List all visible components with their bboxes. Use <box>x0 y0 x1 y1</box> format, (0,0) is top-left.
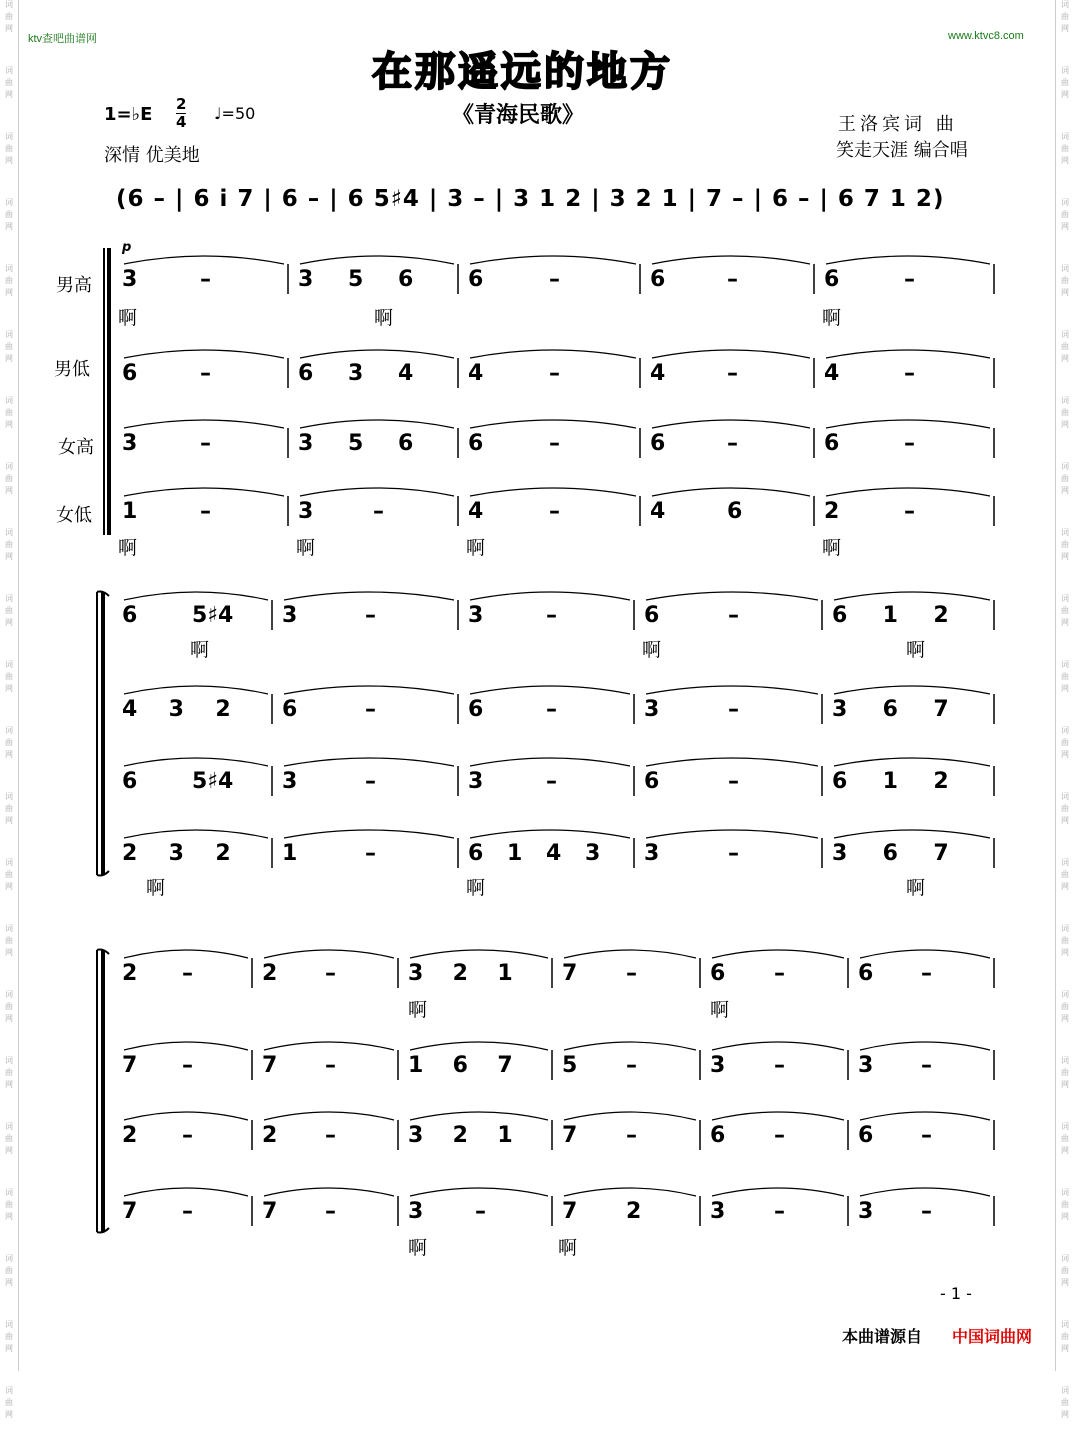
note: – <box>549 431 560 456</box>
slur <box>124 1188 248 1196</box>
slur <box>300 420 454 428</box>
note: 2 <box>122 961 138 986</box>
slur <box>860 1188 990 1196</box>
slur <box>470 592 630 600</box>
note: 6 <box>727 499 743 524</box>
slur <box>712 1042 844 1050</box>
note: 3 <box>282 769 298 794</box>
note: 2 <box>626 1199 642 1224</box>
lyric: 啊 <box>146 877 166 899</box>
note: – <box>475 1199 486 1224</box>
note: 2 <box>933 603 949 628</box>
note: 6 <box>452 1053 468 1078</box>
lyric: 啊 <box>906 877 926 899</box>
note: – <box>182 1053 193 1078</box>
site-url-right[interactable]: www.ktvc8.com <box>948 30 1024 42</box>
note: 1 <box>882 603 898 628</box>
slur <box>646 830 818 838</box>
slur <box>124 350 284 358</box>
note: 4 <box>122 697 138 722</box>
note: – <box>325 1199 336 1224</box>
slur <box>652 256 810 264</box>
note: – <box>727 361 738 386</box>
lyric: 啊 <box>118 307 138 329</box>
note: 1 <box>122 499 138 524</box>
slur <box>124 488 284 496</box>
note: – <box>727 431 738 456</box>
note: 4 <box>824 361 840 386</box>
note: – <box>549 267 560 292</box>
note: – <box>546 603 557 628</box>
note: 3 <box>298 431 314 456</box>
note: 1 <box>497 961 513 986</box>
slur <box>646 686 818 694</box>
note: – <box>728 769 739 794</box>
note: 6 <box>650 431 666 456</box>
slur <box>834 686 990 694</box>
slur <box>124 420 284 428</box>
slur <box>410 1042 548 1050</box>
note: 3 <box>168 697 184 722</box>
slur <box>124 1042 248 1050</box>
note: 6 <box>858 961 874 986</box>
note: – <box>626 1123 637 1148</box>
note: – <box>727 267 738 292</box>
slur <box>300 488 454 496</box>
note: 6 <box>468 697 484 722</box>
right-watermark-strip: 词 曲 网 词 曲 网 词 曲 网 词 曲 网 词 曲 网 词 曲 网 词 曲 网 词 曲 网 词 曲 网 词 曲 网 词 曲 网 词 曲 网 词 曲 网 词 曲 网 词 曲 网 词 曲 网 词 曲 网 词 曲 网 词 曲 网 词 曲 网 词 曲 网 词 曲 网 <box>1061 0 1069 1419</box>
note: – <box>325 961 336 986</box>
note: 6 <box>832 769 848 794</box>
note: – <box>626 1053 637 1078</box>
slur <box>264 1042 394 1050</box>
slur <box>284 758 454 766</box>
note: 1 <box>882 769 898 794</box>
note: 7 <box>562 1123 578 1148</box>
slur <box>124 758 268 766</box>
slur <box>712 950 844 958</box>
note: 4 <box>650 361 666 386</box>
note: 2 <box>262 1123 278 1148</box>
note: 6 <box>832 603 848 628</box>
note: – <box>774 1199 785 1224</box>
note: – <box>728 697 739 722</box>
slur <box>284 830 454 838</box>
note: – <box>365 697 376 722</box>
note: 1 <box>282 841 298 866</box>
slur <box>410 950 548 958</box>
note: – <box>200 267 211 292</box>
slur <box>860 1042 990 1050</box>
slur <box>470 420 636 428</box>
slur <box>470 830 630 838</box>
note: 6 <box>824 267 840 292</box>
note: – <box>549 499 560 524</box>
note: 6 <box>468 841 484 866</box>
note: 3 <box>644 697 660 722</box>
note: – <box>365 841 376 866</box>
note: – <box>546 769 557 794</box>
note: – <box>182 961 193 986</box>
slur <box>646 758 818 766</box>
note: 6 <box>858 1123 874 1148</box>
note: 5 <box>348 431 364 456</box>
part-label-alto: 女低 <box>56 505 92 526</box>
slur <box>826 350 990 358</box>
note: 3 <box>348 361 364 386</box>
note: – <box>182 1199 193 1224</box>
note: – <box>200 499 211 524</box>
note: 3 <box>298 499 314 524</box>
note: 5 <box>348 267 364 292</box>
note: 6 <box>650 267 666 292</box>
note: 6 <box>824 431 840 456</box>
note: – <box>325 1053 336 1078</box>
page-number: - 1 - <box>940 1284 972 1303</box>
note: 3 <box>644 841 660 866</box>
note: 6 <box>710 1123 726 1148</box>
expression-mark: 深情 优美地 <box>104 145 200 166</box>
lyric: 啊 <box>118 537 138 559</box>
note: – <box>921 1123 932 1148</box>
slur <box>564 950 696 958</box>
note: 2 <box>933 769 949 794</box>
note: 3 <box>468 603 484 628</box>
note: 3 <box>408 1123 424 1148</box>
note: 5 <box>562 1053 578 1078</box>
note: – <box>626 961 637 986</box>
note: – <box>774 1053 785 1078</box>
note: 7 <box>933 697 949 722</box>
note: – <box>200 361 211 386</box>
lyric: 啊 <box>822 307 842 329</box>
note: 3 <box>832 841 848 866</box>
slur <box>264 1112 394 1120</box>
slur <box>712 1112 844 1120</box>
slur <box>124 830 268 838</box>
lyric: 啊 <box>466 537 486 559</box>
lyric: 啊 <box>642 639 662 661</box>
slur <box>826 488 990 496</box>
slur <box>124 592 268 600</box>
slur <box>652 488 810 496</box>
note: – <box>904 431 915 456</box>
note: 3 <box>298 267 314 292</box>
note: 1 <box>507 841 523 866</box>
note: 1 <box>408 1053 424 1078</box>
note: 3 <box>408 1199 424 1224</box>
note: 6 <box>882 841 898 866</box>
intro-line: (6 – | 6 i 7 | 6 – | 6 5♯4 | 3 – | 3 1 2 | 3 2 1 | 7 – | 6 – | 6 7 1 2) <box>116 186 945 212</box>
slur <box>834 830 990 838</box>
note: – <box>182 1123 193 1148</box>
note: – <box>546 697 557 722</box>
left-watermark-strip: 词 曲 网 词 曲 网 词 曲 网 词 曲 网 词 曲 网 词 曲 网 词 曲 网 词 曲 网 词 曲 网 词 曲 网 词 曲 网 词 曲 网 词 曲 网 词 曲 网 词 曲 网 词 曲 网 词 曲 网 词 曲 网 词 曲 网 词 曲 网 词 曲 网 词 曲 网 <box>5 0 13 1419</box>
note: – <box>200 431 211 456</box>
footer-source-label: 本曲谱源自 <box>842 1327 923 1346</box>
part-label-soprano: 女高 <box>58 437 94 458</box>
note: – <box>365 769 376 794</box>
part-label-tenor: 男高 <box>56 275 92 296</box>
note: 1 <box>497 1123 513 1148</box>
note: 6 <box>882 697 898 722</box>
slur <box>124 1112 248 1120</box>
slur <box>470 686 630 694</box>
note: 7 <box>933 841 949 866</box>
note: 3 <box>858 1199 874 1224</box>
lyric: 啊 <box>408 1237 428 1259</box>
slur <box>826 256 990 264</box>
note: 7 <box>262 1053 278 1078</box>
note: 6 <box>644 603 660 628</box>
note: 6 <box>468 267 484 292</box>
note: 7 <box>497 1053 513 1078</box>
lyric: 啊 <box>296 537 316 559</box>
note: 6 <box>282 697 298 722</box>
note: 6 <box>122 603 138 628</box>
note: 3 <box>858 1053 874 1078</box>
slur <box>284 592 454 600</box>
song-subtitle: 《青海民歌》 <box>452 103 585 128</box>
note: 3 <box>122 267 138 292</box>
note: – <box>921 1053 932 1078</box>
note: 2 <box>215 841 231 866</box>
lyric: 啊 <box>190 639 210 661</box>
note: 6 <box>298 361 314 386</box>
slur <box>470 488 636 496</box>
note: 7 <box>562 961 578 986</box>
site-name-left[interactable]: ktv查吧曲谱网 <box>28 33 98 45</box>
slur <box>712 1188 844 1196</box>
slur <box>410 1112 548 1120</box>
lyric: 啊 <box>558 1237 578 1259</box>
note: – <box>774 1123 785 1148</box>
slur <box>860 1112 990 1120</box>
note: 3 <box>710 1199 726 1224</box>
slur <box>834 758 990 766</box>
note: – <box>728 841 739 866</box>
note: – <box>904 267 915 292</box>
note: 2 <box>215 697 231 722</box>
note: 3 <box>168 841 184 866</box>
note: – <box>904 361 915 386</box>
note: 3 <box>832 697 848 722</box>
slur <box>264 950 394 958</box>
slur <box>264 1188 394 1196</box>
note: 7 <box>122 1199 138 1224</box>
note: 6 <box>644 769 660 794</box>
note: – <box>365 603 376 628</box>
slur <box>470 350 636 358</box>
slur <box>564 1112 696 1120</box>
note: 3 <box>282 603 298 628</box>
note: 2 <box>452 961 468 986</box>
slur <box>300 256 454 264</box>
slur <box>470 256 636 264</box>
note: 3 <box>468 769 484 794</box>
slur <box>646 592 818 600</box>
slur <box>834 592 990 600</box>
note: 4 <box>468 361 484 386</box>
note: 3 <box>408 961 424 986</box>
slur <box>124 950 248 958</box>
note: 6 <box>398 431 414 456</box>
part-label-bass: 男低 <box>54 359 90 380</box>
note: 7 <box>122 1053 138 1078</box>
note: 6 <box>398 267 414 292</box>
note: 6 <box>122 769 138 794</box>
note: – <box>904 499 915 524</box>
note: – <box>921 1199 932 1224</box>
slur <box>124 686 268 694</box>
slur <box>470 758 630 766</box>
note: – <box>373 499 384 524</box>
lyric: 啊 <box>710 999 730 1021</box>
credit-arranger: 笑走天涯 编合唱 <box>836 140 968 161</box>
note: 2 <box>122 841 138 866</box>
note: 7 <box>562 1199 578 1224</box>
note: 4 <box>468 499 484 524</box>
note: – <box>921 961 932 986</box>
lyric: 啊 <box>466 877 486 899</box>
footer-source-site[interactable]: 中国词曲网 <box>952 1327 1033 1346</box>
slur <box>652 420 810 428</box>
dynamic-piano: p <box>122 240 132 255</box>
note: 3 <box>122 431 138 456</box>
note: 6 <box>122 361 138 386</box>
slur <box>826 420 990 428</box>
song-title: 在那遥远的地方 <box>372 49 673 95</box>
note: 3 <box>585 841 601 866</box>
note: – <box>549 361 560 386</box>
note: 7 <box>262 1199 278 1224</box>
slur <box>652 350 810 358</box>
note: – <box>774 961 785 986</box>
note: 4 <box>546 841 562 866</box>
slur <box>564 1188 696 1196</box>
slur <box>124 256 284 264</box>
note: – <box>728 603 739 628</box>
note: 6 <box>710 961 726 986</box>
note: 2 <box>452 1123 468 1148</box>
lyric: 啊 <box>408 999 428 1021</box>
credit-lyrics: 王洛宾词 曲 <box>838 114 958 135</box>
note: – <box>325 1123 336 1148</box>
lyric: 啊 <box>374 307 394 329</box>
tempo-mark: ♩=50 <box>214 104 256 123</box>
slur <box>300 350 454 358</box>
slur <box>860 950 990 958</box>
lyric: 啊 <box>822 537 842 559</box>
note: 2 <box>262 961 278 986</box>
slur <box>564 1042 696 1050</box>
note: 5♯4 <box>192 769 234 794</box>
note: 6 <box>468 431 484 456</box>
note: 2 <box>824 499 840 524</box>
slur <box>284 686 454 694</box>
slur <box>410 1188 548 1196</box>
lyric: 啊 <box>906 639 926 661</box>
note: 4 <box>650 499 666 524</box>
note: 3 <box>710 1053 726 1078</box>
key-signature: 1=♭E <box>104 104 153 125</box>
time-signature: 2 4 <box>176 95 187 131</box>
note: 4 <box>398 361 414 386</box>
note: 2 <box>122 1123 138 1148</box>
note: 5♯4 <box>192 603 234 628</box>
